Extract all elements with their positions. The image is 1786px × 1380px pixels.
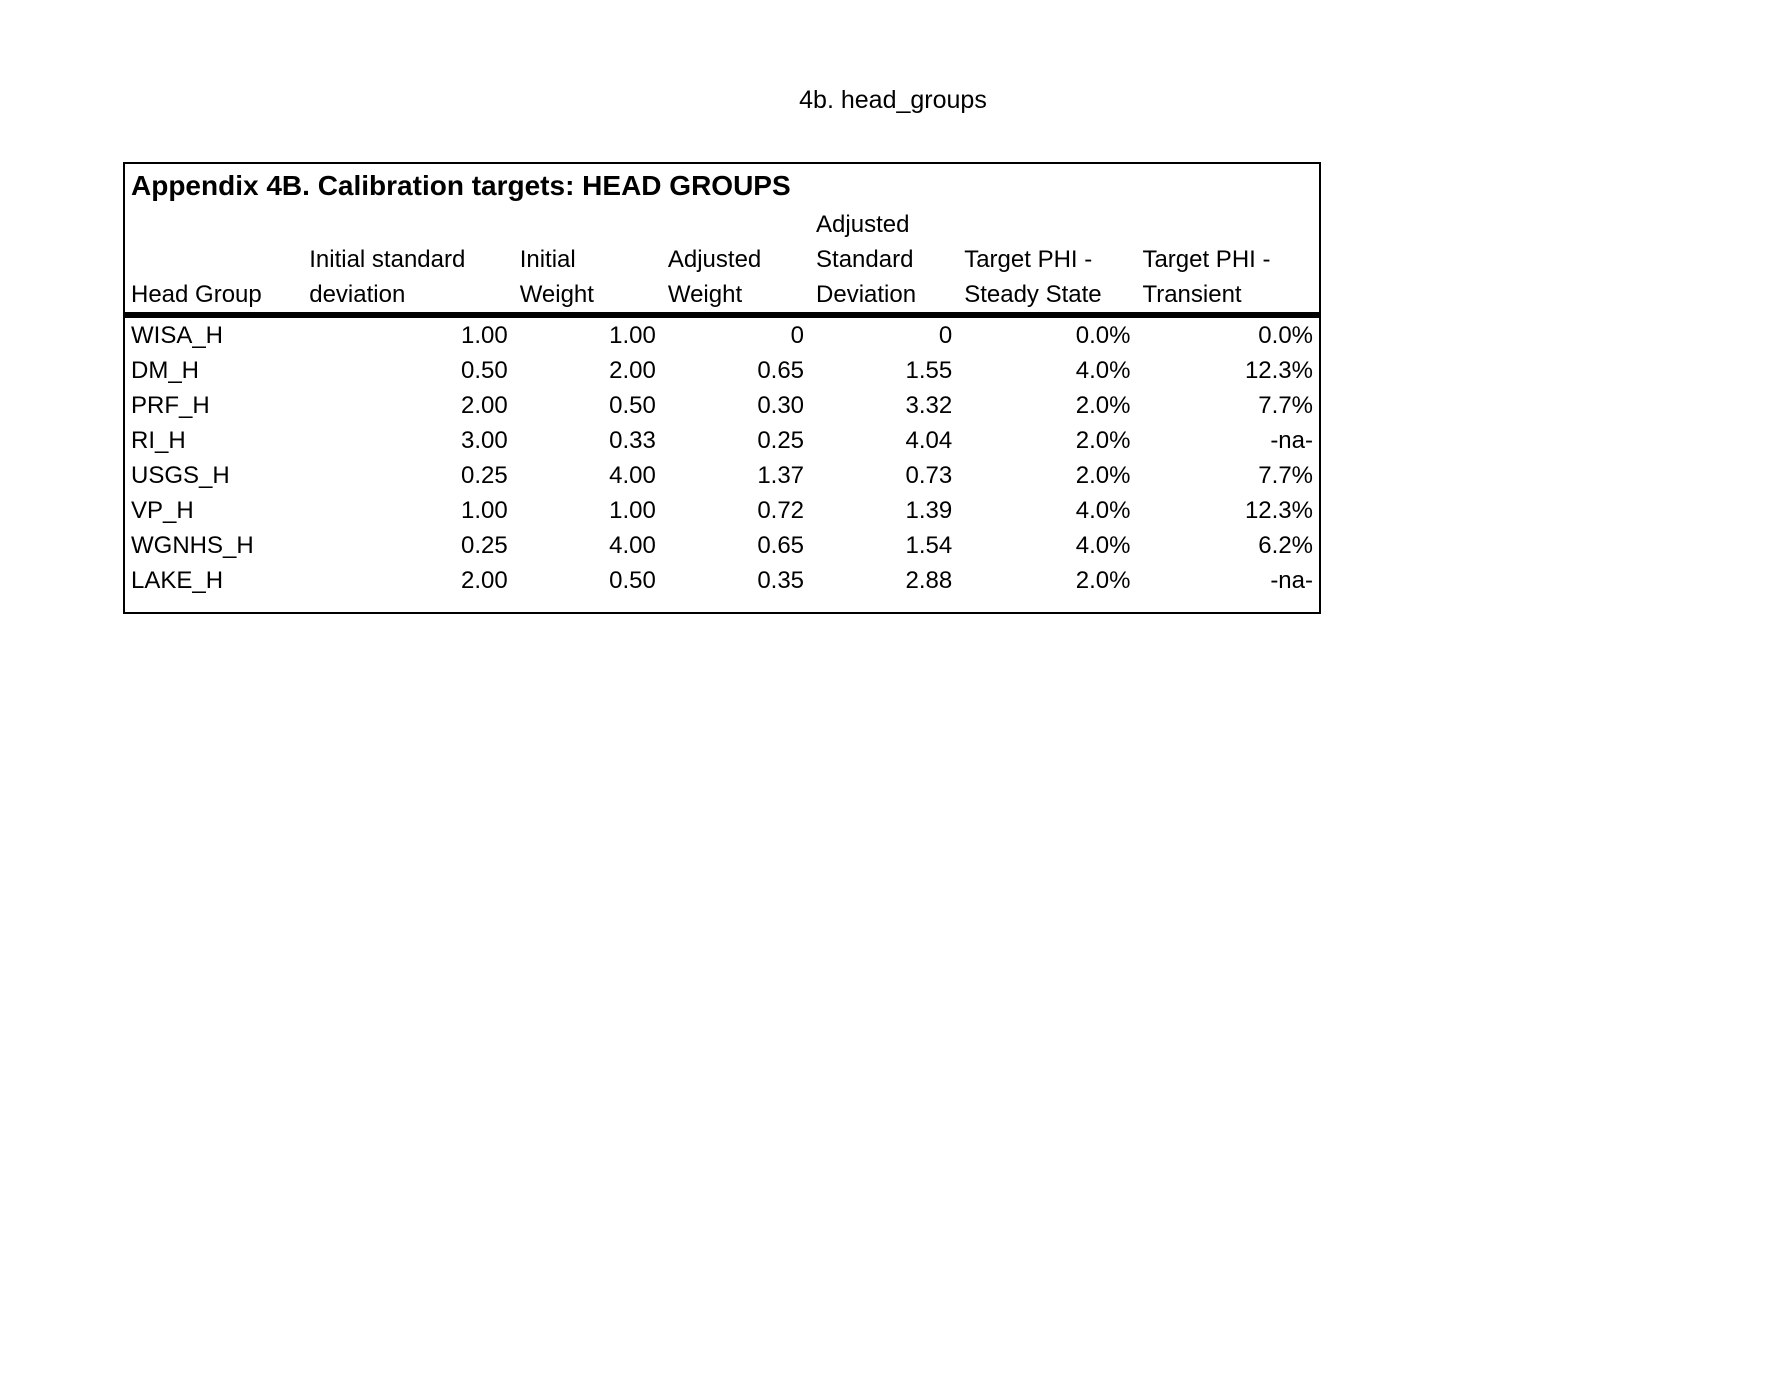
table-caption: Appendix 4B. Calibration targets: HEAD GROUPS <box>131 170 791 201</box>
header-head-group: Head Group <box>131 281 262 308</box>
cell-initial-weight: 4.00 <box>609 462 656 489</box>
cell-adjusted-std-dev: 2.88 <box>905 567 953 594</box>
cell-initial-weight: 1.00 <box>609 497 656 524</box>
cell-adjusted-std-dev: 4.04 <box>905 427 953 454</box>
cell-initial-std-dev: 1.00 <box>460 497 508 524</box>
sheet-title: 4b. head_groups <box>799 86 987 114</box>
header-initial-weight: Initial Weight <box>519 246 594 308</box>
table-row <box>125 458 1319 493</box>
cell-initial-weight: 0.33 <box>609 427 656 454</box>
cell-adjusted-weight: 0.65 <box>757 357 805 384</box>
cell-adjusted-weight: 0.30 <box>757 392 805 419</box>
cell-initial-std-dev: 0.25 <box>460 532 508 559</box>
cell-target-phi-transient: -na- <box>1270 567 1313 594</box>
cell-adjusted-weight: 0.35 <box>757 567 805 594</box>
table-row <box>125 563 1319 598</box>
cell-head-group: USGS_H <box>131 462 230 489</box>
cell-adjusted-weight: 0 <box>790 322 805 349</box>
cell-head-group: WISA_H <box>131 322 224 349</box>
cell-adjusted-std-dev: 0 <box>938 322 953 349</box>
cell-target-phi-transient: 12.3% <box>1244 357 1313 384</box>
cell-target-phi-steady: 0.0% <box>1075 322 1131 349</box>
header-adjusted-weight: Adjusted Weight <box>667 246 762 308</box>
cell-initial-weight: 0.50 <box>609 392 656 419</box>
cell-head-group: PRF_H <box>131 392 210 419</box>
cell-target-phi-transient: 0.0% <box>1258 322 1313 349</box>
header-row <box>125 207 1319 315</box>
cell-target-phi-steady: 2.0% <box>1075 462 1131 489</box>
cell-target-phi-steady: 4.0% <box>1075 357 1131 384</box>
cell-initial-weight: 4.00 <box>609 532 656 559</box>
cell-initial-std-dev: 1.00 <box>460 322 508 349</box>
cell-head-group: RI_H <box>131 427 186 454</box>
calibration-table-box <box>123 162 1321 614</box>
cell-target-phi-steady: 2.0% <box>1075 567 1131 594</box>
cell-adjusted-weight: 0.25 <box>757 427 805 454</box>
cell-target-phi-steady: 2.0% <box>1075 392 1131 419</box>
table-row <box>125 353 1319 388</box>
table-row <box>125 423 1319 458</box>
cell-adjusted-std-dev: 1.39 <box>905 497 953 524</box>
table-row <box>125 528 1319 563</box>
cell-target-phi-transient: 7.7% <box>1258 392 1313 419</box>
table-row <box>125 388 1319 423</box>
cell-adjusted-std-dev: 1.55 <box>905 357 953 384</box>
cell-adjusted-std-dev: 0.73 <box>905 462 953 489</box>
header-initial-std-dev: Initial standard deviation <box>309 246 466 308</box>
cell-target-phi-transient: -na- <box>1270 427 1313 454</box>
cell-initial-weight: 1.00 <box>609 322 656 349</box>
cell-target-phi-transient: 12.3% <box>1244 497 1313 524</box>
table-row <box>125 315 1319 353</box>
header-target-phi-transient: Target PHI - Transient <box>1142 246 1271 308</box>
table-row <box>125 493 1319 528</box>
cell-target-phi-transient: 6.2% <box>1258 532 1313 559</box>
cell-initial-std-dev: 3.00 <box>460 427 508 454</box>
header-adjusted-std-dev: Adjusted Standard Deviation <box>816 211 917 308</box>
header-target-phi-steady: Target PHI - Steady State <box>964 246 1102 308</box>
cell-target-phi-steady: 4.0% <box>1075 497 1131 524</box>
cell-head-group: DM_H <box>131 357 200 384</box>
table-body <box>125 315 1319 598</box>
cell-adjusted-weight: 0.72 <box>757 497 805 524</box>
head-groups-table <box>125 207 1319 598</box>
cell-head-group: VP_H <box>131 497 194 524</box>
cell-adjusted-weight: 0.65 <box>757 532 805 559</box>
cell-adjusted-std-dev: 1.54 <box>905 532 953 559</box>
cell-head-group: LAKE_H <box>131 567 224 594</box>
cell-initial-weight: 2.00 <box>609 357 656 384</box>
cell-target-phi-steady: 2.0% <box>1075 427 1131 454</box>
cell-initial-std-dev: 0.25 <box>460 462 508 489</box>
cell-head-group: WGNHS_H <box>131 532 254 559</box>
cell-initial-std-dev: 2.00 <box>460 567 508 594</box>
cell-target-phi-transient: 7.7% <box>1258 462 1313 489</box>
cell-adjusted-weight: 1.37 <box>757 462 805 489</box>
cell-initial-std-dev: 2.00 <box>460 392 508 419</box>
cell-initial-weight: 0.50 <box>609 567 656 594</box>
cell-adjusted-std-dev: 3.32 <box>905 392 953 419</box>
cell-target-phi-steady: 4.0% <box>1075 532 1131 559</box>
cell-initial-std-dev: 0.50 <box>460 357 508 384</box>
